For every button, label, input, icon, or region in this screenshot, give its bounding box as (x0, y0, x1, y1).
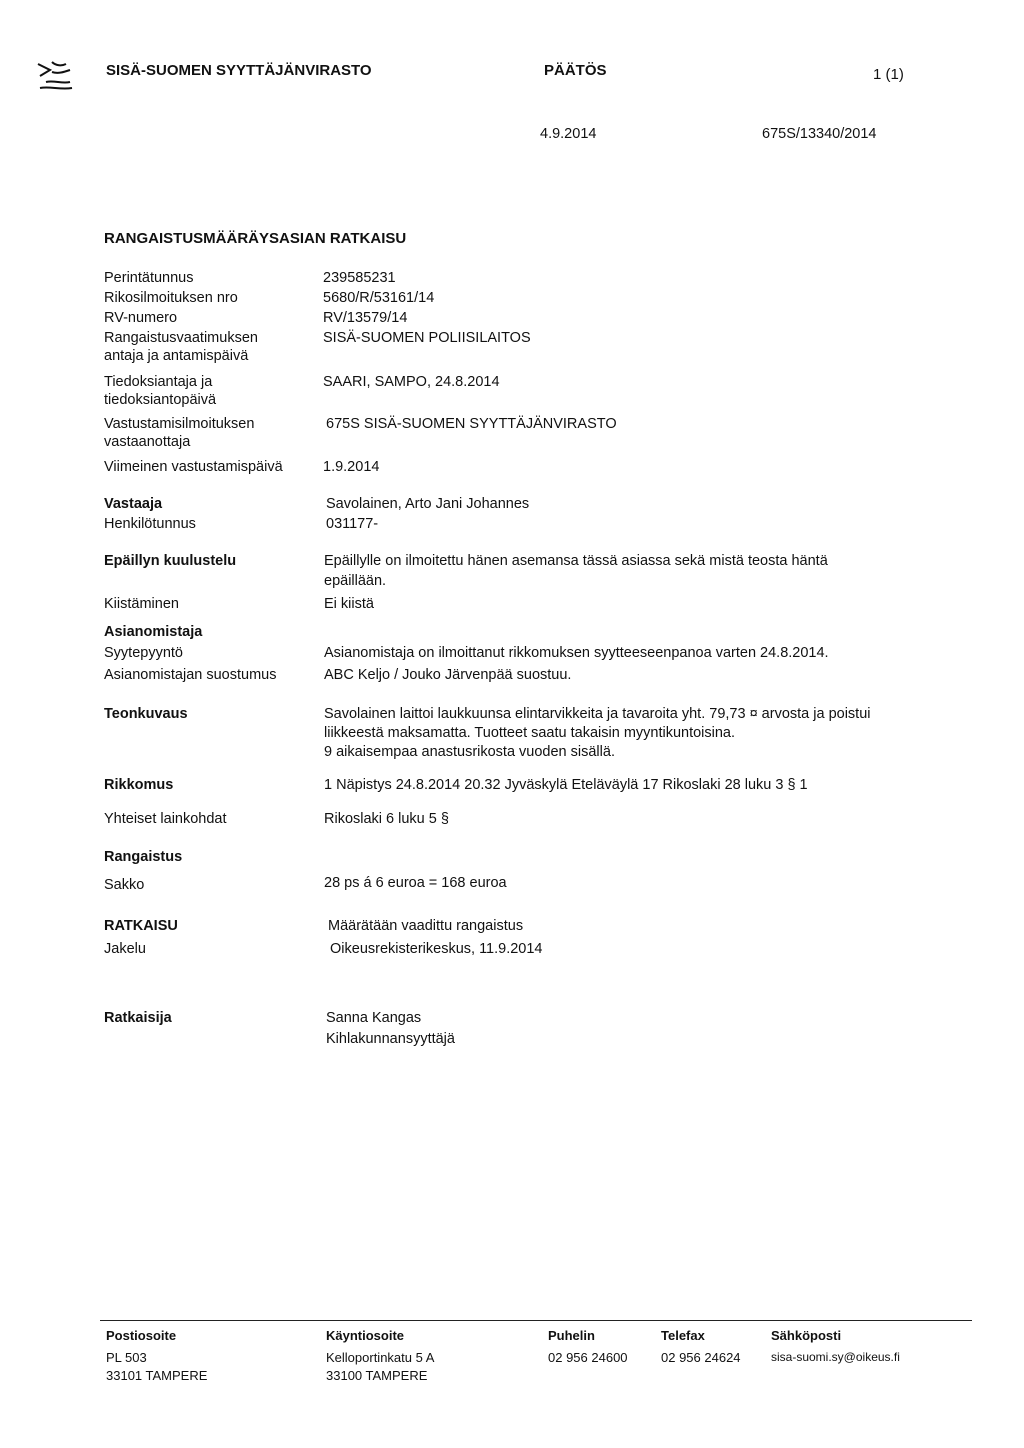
kiistaminen-value: Ei kiistä (324, 596, 374, 612)
rangaistusvaatimus-value: SISÄ-SUOMEN POLIISILAITOS (323, 330, 531, 346)
ratkaisija-title: Kihlakunnansyyttäjä (326, 1031, 455, 1047)
page-number: 1 (1) (873, 66, 904, 83)
organization-name: SISÄ-SUOMEN SYYTTÄJÄNVIRASTO (106, 62, 372, 79)
rv-numero-label: RV-numero (104, 310, 178, 326)
teonkuvaus-heading: Teonkuvaus (104, 706, 188, 722)
case-number: 675S/13340/2014 (762, 126, 877, 142)
kuulustelu-text-line-2: epäillään. (324, 573, 387, 589)
viimeinen-value: 1.9.2014 (323, 459, 380, 475)
rangaistus-heading: Rangaistus (104, 849, 183, 865)
syytepyynto-label: Syytepyyntö (104, 645, 183, 661)
rangaistusvaatimus-label-1: Rangaistusvaatimuksen (104, 330, 258, 346)
ratkaisu-text: Määrätään vaadittu rangaistus (328, 918, 524, 934)
footer-email-heading: Sähköposti (771, 1328, 842, 1343)
tiedoksiantaja-label-2: tiedoksiantopäivä (104, 392, 217, 408)
sakko-label: Sakko (104, 877, 145, 893)
suostumus-label: Asianomistajan suostumus (104, 667, 277, 683)
tiedoksiantaja-value: SAARI, SAMPO, 24.8.2014 (323, 374, 500, 390)
vastustamis-label-1: Vastustamisilmoituksen (104, 416, 255, 432)
kuulustelu-text-line-1: Epäillylle on ilmoitettu hänen asemansa tässä asiassa sekä mistä teosta häntä (324, 553, 828, 569)
footer-kaynti-heading: Käyntiosoite (326, 1328, 405, 1343)
sakko-value: 28 ps á 6 euroa = 168 euroa (324, 875, 507, 891)
jakelu-value: Oikeusrekisterikeskus, 11.9.2014 (330, 941, 543, 957)
rikosilmoitus-value: 5680/R/53161/14 (323, 290, 435, 306)
viimeinen-label: Viimeinen vastustamispäivä (104, 459, 283, 475)
asianomistaja-heading: Asianomistaja (104, 624, 203, 640)
lainkohdat-label: Yhteiset lainkohdat (104, 811, 227, 827)
footer-divider (100, 1320, 972, 1321)
rikkomus-text: 1 Näpistys 24.8.2014 20.32 Jyväskylä Eteläväylä 17 Rikoslaki 28 luku 3 § 1 (324, 777, 808, 793)
perintatunnus-value: 239585231 (323, 270, 396, 286)
perintatunnus-label: Perintätunnus (104, 270, 194, 286)
vastustamis-value: 675S SISÄ-SUOMEN SYYTTÄJÄNVIRASTO (326, 416, 617, 432)
footer-postiosoite-line-2: 33101 TAMPERE (106, 1368, 208, 1383)
teonkuvaus-line-2: liikkeestä maksamatta. Tuotteet saatu takaisin myyntikuntoisina. (324, 725, 736, 741)
henkilotunnus-value: 031177- (326, 516, 379, 532)
footer-postiosoite-line-1: PL 503 (106, 1350, 147, 1365)
syytepyynto-value: Asianomistaja on ilmoittanut rikkomuksen syytteeseenpanoa varten 24.8.2014. (324, 645, 829, 661)
footer-email-value: sisa-suomi.sy@oikeus.fi (771, 1350, 900, 1364)
footer-telefax-value: 02 956 24624 (661, 1350, 741, 1365)
tiedoksiantaja-label-1: Tiedoksiantaja ja (104, 374, 213, 390)
henkilotunnus-label: Henkilötunnus (104, 516, 196, 532)
rikkomus-heading: Rikkomus (104, 777, 174, 793)
document-type: PÄÄTÖS (544, 62, 607, 79)
kuulustelu-heading: Epäillyn kuulustelu (104, 553, 237, 569)
vastustamis-label-2: vastaanottaja (104, 434, 191, 450)
ratkaisu-heading: RATKAISU (104, 918, 178, 934)
ratkaisija-heading: Ratkaisija (104, 1010, 172, 1026)
footer-postiosoite-heading: Postiosoite (106, 1328, 177, 1343)
rikosilmoitus-label: Rikosilmoituksen nro (104, 290, 238, 306)
ratkaisija-name: Sanna Kangas (326, 1010, 422, 1026)
suostumus-value: ABC Keljo / Jouko Järvenpää suostuu. (324, 667, 572, 683)
footer-telefax-heading: Telefax (661, 1328, 705, 1343)
footer-kaynti-line-2: 33100 TAMPERE (326, 1368, 428, 1383)
rv-numero-value: RV/13579/14 (323, 310, 408, 326)
decision-date: 4.9.2014 (540, 126, 597, 142)
jakelu-label: Jakelu (104, 941, 146, 957)
footer-puhelin-heading: Puhelin (548, 1328, 595, 1343)
teonkuvaus-line-3: 9 aikaisempaa anastusrikosta vuoden sisällä. (324, 744, 615, 760)
teonkuvaus-line-1: Savolainen laittoi laukkuunsa elintarvikkeita ja tavaroita yht. 79,73 ¤ arvosta ja poistui (324, 706, 871, 722)
vastaaja-name: Savolainen, Arto Jani Johannes (326, 496, 530, 512)
document-title: RANGAISTUSMÄÄRÄYSASIAN RATKAISU (104, 230, 407, 247)
footer-kaynti-line-1: Kelloportinkatu 5 A (326, 1350, 435, 1365)
vastaaja-heading: Vastaaja (104, 496, 163, 512)
agency-logo-icon (36, 58, 76, 92)
lainkohdat-value: Rikoslaki 6 luku 5 § (324, 811, 449, 827)
footer-puhelin-value: 02 956 24600 (548, 1350, 628, 1365)
rangaistusvaatimus-label-2: antaja ja antamispäivä (104, 348, 249, 364)
kiistaminen-label: Kiistäminen (104, 596, 179, 612)
